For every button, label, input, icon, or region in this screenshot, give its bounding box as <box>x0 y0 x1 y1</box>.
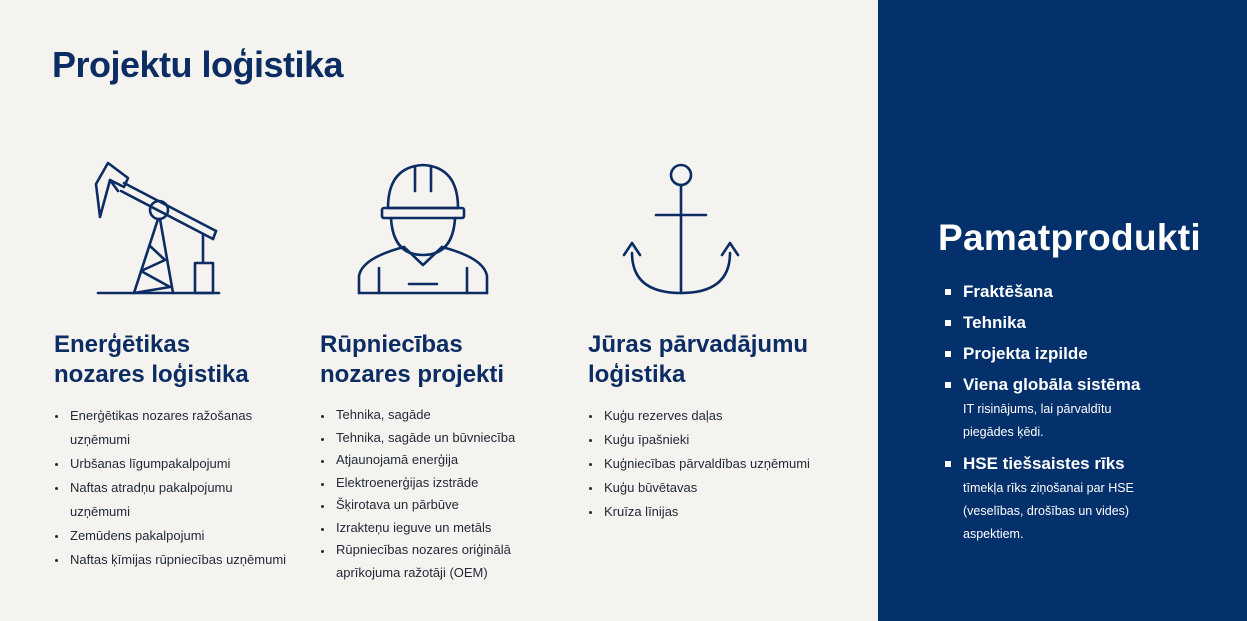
column-energy-title-line1: Enerģētikas <box>54 331 191 358</box>
core-product-item <box>944 452 1234 546</box>
column-marine-title-line1: Jūras pārvadājumu <box>588 331 809 358</box>
core-products-title: Pamatprodukti <box>938 217 1201 258</box>
column-industrial-title <box>320 330 565 390</box>
column-marine <box>588 330 858 524</box>
core-product-label: Fraktēšana <box>963 282 1053 301</box>
core-product-item <box>944 342 1234 365</box>
core-product-label: HSE tiešsaistes rīks <box>963 454 1125 473</box>
list-item: Zemūdens pakalpojumi <box>54 524 304 548</box>
list-item: Naftas ķīmijas rūpniecības uzņēmumi <box>54 548 304 572</box>
column-marine-title <box>588 330 858 390</box>
column-industrial-list <box>320 404 565 584</box>
list-item: Tehnika, sagāde un būvniecība <box>320 427 565 450</box>
column-marine-list <box>588 404 858 524</box>
anchor-icon <box>606 155 756 300</box>
list-item: Kuģu būvētavas <box>588 476 858 500</box>
list-item: Kuģu īpašnieki <box>588 428 858 452</box>
column-energy-title <box>54 330 304 390</box>
page-title: Projektu loģistika <box>52 44 344 85</box>
list-item: Izrakteņu ieguve un metāls <box>320 517 565 540</box>
core-product-description: IT risinājums, lai pārvaldītu piegādes ķēdi. <box>963 402 1112 439</box>
column-industrial <box>320 330 565 584</box>
core-product-label: Viena globāla sistēma <box>963 375 1141 394</box>
list-item: Kruīza līnijas <box>588 500 858 524</box>
list-item: Naftas atradņu pakalpojumu uzņēmumi <box>54 476 256 524</box>
oil-pumpjack-icon <box>88 155 238 300</box>
column-energy <box>54 330 304 572</box>
core-products-list <box>944 280 1234 554</box>
column-industrial-title-line1: Rūpniecības <box>320 331 463 358</box>
core-product-description: tīmekļa rīks ziņošanai par HSE (veselības, drošības un vides) aspektiem. <box>963 481 1134 541</box>
list-item: Elektroenerģijas izstrāde <box>320 472 565 495</box>
list-item: Atjaunojamā enerģija <box>320 449 565 472</box>
list-item: Tehnika, sagāde <box>320 404 565 427</box>
column-energy-list <box>54 404 304 572</box>
list-item: Rūpniecības nozares oriģinālā aprīkojuma ražotāji (OEM) <box>320 539 522 584</box>
core-product-label: Tehnika <box>963 313 1026 332</box>
list-item: Šķirotava un pārbūve <box>320 494 565 517</box>
core-product-label: Projekta izpilde <box>963 344 1088 363</box>
list-item: Enerģētikas nozares ražošanas uzņēmumi <box>54 404 256 452</box>
core-product-item <box>944 311 1234 334</box>
column-marine-title-line2: loģistika <box>588 361 686 388</box>
core-product-item <box>944 373 1234 444</box>
column-energy-title-line2: nozares loģistika <box>54 361 249 388</box>
list-item: Urbšanas līgumpakalpojumi <box>54 452 304 476</box>
core-product-item <box>944 280 1234 303</box>
hard-hat-worker-icon <box>348 155 498 300</box>
list-item: Kuģniecības pārvaldības uzņēmumi <box>588 452 858 476</box>
list-item: Kuģu rezerves daļas <box>588 404 858 428</box>
column-industrial-title-line2: nozares projekti <box>320 361 505 388</box>
